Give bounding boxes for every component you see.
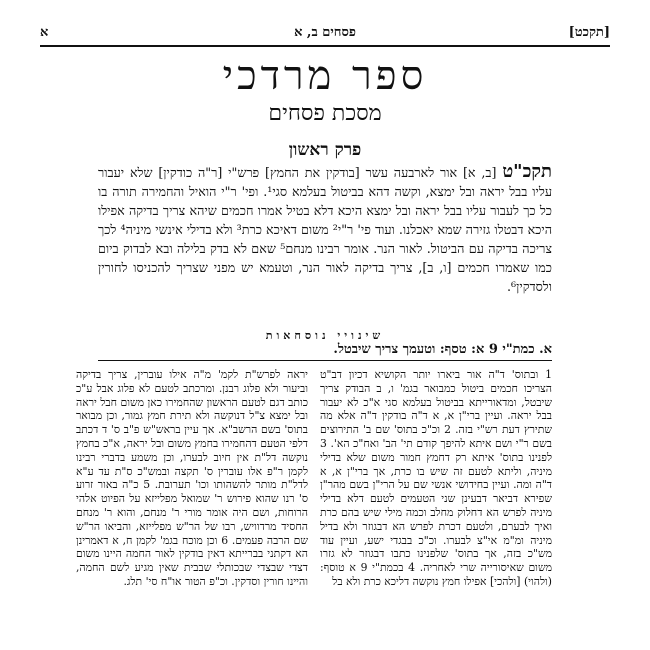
book-title: ספר מרדכי xyxy=(222,53,428,99)
notes-column-left: יראה לפרש"ת לקמ' מ"ה אילו עוברין, צריך בדיקה וביעור ולא פלוג רבנן. ומרכתב לטעם לא פלוג אבל ע"כ כותב דגם לטעם הראשון שהחמירו כאן משום חבל יראה ובל ימצא צ"ל דנוקשה ולא תירת חמץ גמור, וכן מבואר בתוס' בשם הרשב"א. אך עיין בראש"ש פ"ב ס' ד דכתב דלפי הטעם דהחמירו בחמץ משום ובל יראה, א"כ בחמץ נוקשה דל"ת אין חיוב לבערו, וכן משמע בדברי רבינו לקמן ר"פ אלו עוברין ס' תקצה ובמש"כ ס"ת עד ע"א לדל"ת מותר להשהותו וכו' תערובת. 5 כ"ה באור זרוע ס' רנו שהוא פירוש ר' שמואל מפלייזא על הפיוט אלהי הרוחות, ושם היה אומר מורי ר' מנחם, והוא ר' מנחם החסיד מרדוויש, רבו של הר"ש מפלייזא, והביאו הר"ש שם הרבה פעמים. 6 וכן מוכח בגמ' לקמן ח, א דאמרינן הא דקתני בברייתא דאין בודקין לאור החמה היינו משום דצדי שבצדי שבכותלי שבבית שאין מגיע לשם החמה, והיינו חורין וסדקין. וכ"פ הטור או"ח סי' תלג. xyxy=(76,368,308,588)
page-ref: [תקכט] xyxy=(568,25,610,40)
running-header xyxy=(40,20,610,44)
main-text-body: [ב, א] אור לארבעה עשר [בודקין את החמץ] פרש"י [ר"ה כודקין] שלא יעבור עליו בבל יראה ובל ימצא, וקשה דהא בביטול בעלמא סגי¹. ופי' ר"י הואיל והחמירה תורה בו כל כך לעבור עליו בבל יראה ובל ימצא היכא דלא בטיל אמרו חכמים שיהא צריך בדיקה אפילו היכא דבטלו גזירה שמא יאכלנו. ועוד פי' ר"י² משום דאיכא כרת³ ולא בדילי אינשי מיניה⁴ לכך צריכה בדיקה עם הביטול. לאור הנר. אומר רבינו מנחם⁵ שאם לא בדק בלילה ובא לבדוק ביום כמו שאמרו חכמים [ו, ב], צריך בדיקה לאור הנר, וטעמא יש מפני שצריך להכניסו לחורין ולסדקין⁶. xyxy=(98,165,553,294)
notes-column-right: 1 ובתוס' ד"ה אור ביארו יותר הקושיא דכיון דב"ט הצריכו חכמים ביטול כמבואר בגמ' ו, ב הבודק צריך שיבטל, ומדאורייתא בביטול בעלמא סגי א"כ לא יעבור בבל יראה. ועיין ברי"ן א, א ד"ה בודקין ד"ה אלא מה שתירץ דעת רש"י בזה. 2 וכ"כ בתוס' שם ב' התירוצים בשם ר"י ושם איתא להיפך קודם תי' הב' ואח"כ הא'. 3 לפנינו בתוס' איתא רק דחמץ חמור משום שלא בדילי מיניה, וליתא לטעם זה שיש בו כרת, אך ברי"ן א, א ד"ה ומה. ועיין בחידושי אנשי שם על הרי"ן בשם מהר"ן שפירא דביאר דבעינן שני הטעמים לטעם דלא בדילי מיניה לפרש הא דחלוק מחלב וכמה מילי שיש בהם כרת ואיך לבערם, ולטעם דכרת לפרש הא דבגוזר ולא בדיל מיניה ומ"מ אי"צ לבערו. וכ"כ בבגדי ישע, ועיין עוד מש"כ בזה, אך בתוס' שלפנינו כתבו דבגוזר לא גזרו משום שאיסורייה שרי לאחריה. 4 בכמת"י 9 א טוסף: (ולהוי) [ולהכי] אפילו חמץ נוקשה דליכא כרת ולא בל xyxy=(320,368,552,588)
variants-entry: א. כמת"י 9 א: טסף: וטעמך צריך שיבטל. xyxy=(333,342,552,357)
main-text xyxy=(98,162,552,296)
header-rule xyxy=(40,45,610,47)
tractate-title: מסכת פסחים xyxy=(268,101,382,126)
section-number: תקכ"ט xyxy=(502,161,552,182)
chapter-title: פרק ראשון xyxy=(288,140,362,160)
page-letter: א xyxy=(40,25,49,40)
variants-title: שינויי נוסחאות xyxy=(265,329,385,342)
running-title: פסחים ב, א xyxy=(294,25,356,40)
notes-rule xyxy=(98,360,552,361)
